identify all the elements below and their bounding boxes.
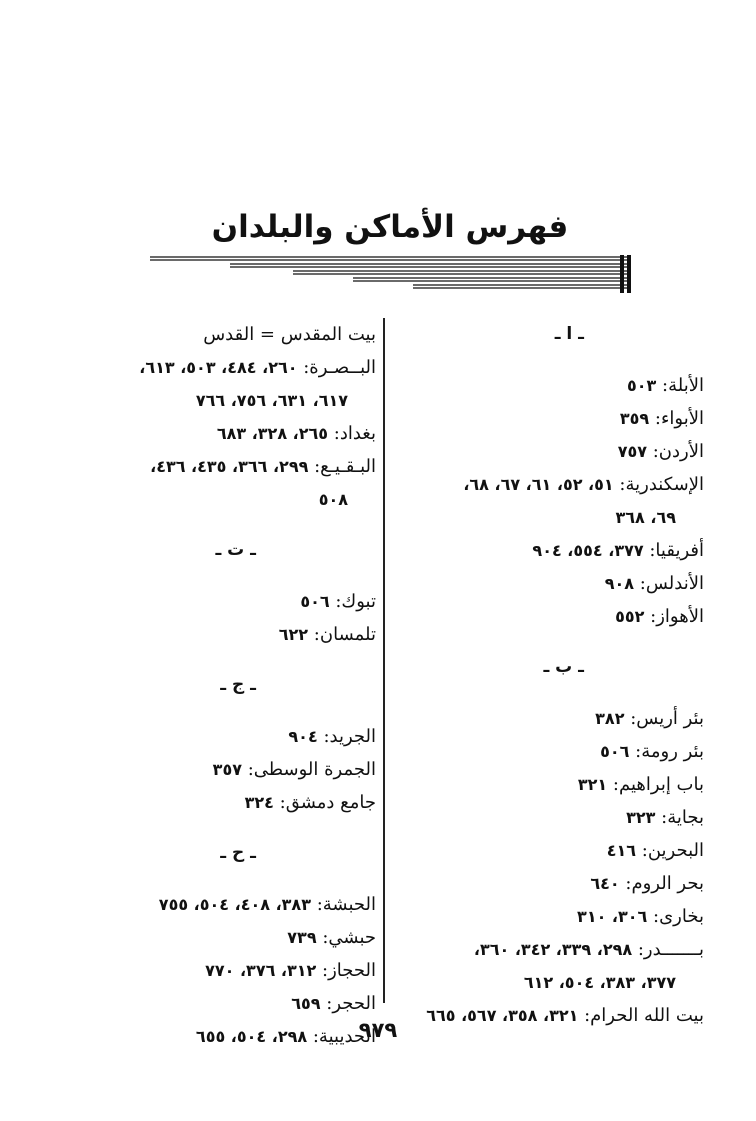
- section-letter-heading: ـ ح ـ: [220, 843, 256, 863]
- index-entry: [70, 618, 376, 651]
- page-references: ٩٠٨: [604, 574, 635, 593]
- index-entry: [392, 999, 704, 1032]
- page-references: ٧٣٩: [287, 928, 317, 947]
- page-references: ٣٨٢: [595, 709, 625, 728]
- index-entry: [70, 351, 376, 384]
- index-entry: [392, 435, 704, 468]
- section-spacer: [70, 870, 376, 888]
- place-name: الحبشة:: [316, 894, 376, 915]
- page-references: ٢٩٩، ٣٦٦، ٤٣٥، ٤٣٦،: [150, 457, 309, 476]
- index-entry: [70, 417, 376, 450]
- page-references: ٣٢٤: [244, 793, 274, 812]
- index-entry: [392, 402, 704, 435]
- page-number: ٩٧٩: [358, 1018, 398, 1042]
- place-name: باب إبراهيم:: [612, 774, 704, 795]
- page-references: ٣١٢، ٣٧٦، ٧٧٠: [205, 961, 317, 980]
- index-entry: [70, 318, 376, 351]
- column-divider: [383, 318, 385, 1003]
- page-references: ٣٨٣، ٤٠٨، ٥٠٤، ٧٥٥: [158, 895, 311, 914]
- place-name: الأهواز:: [650, 606, 704, 627]
- entry-continuation-pages: ٦١٧، ٦٣١، ٧٥٦، ٧٦٦: [195, 391, 348, 410]
- section-spacer: [392, 633, 704, 651]
- place-name: بئر أريس:: [630, 708, 704, 729]
- index-entry: [70, 585, 376, 618]
- page-references: ٥٠٦: [600, 742, 630, 761]
- index-entry: [392, 933, 704, 966]
- place-name: جامع دمشق:: [279, 792, 376, 813]
- title-ornament-rule: [148, 254, 634, 296]
- index-column-left: [70, 318, 376, 1053]
- index-entry: [392, 534, 704, 567]
- place-name: الأندلس:: [639, 573, 704, 594]
- place-name: الحجر:: [326, 993, 376, 1014]
- page-references: ٦٢٢: [278, 625, 309, 644]
- place-name: الأردن:: [652, 441, 704, 462]
- index-entry: [70, 450, 376, 483]
- page-references: ٢٩٨، ٥٠٤، ٦٥٥: [195, 1027, 308, 1046]
- section-spacer: [392, 351, 704, 369]
- page-references: ٣٢٣: [626, 808, 656, 827]
- index-entry: [392, 735, 704, 768]
- place-name: البــصـرة:: [303, 357, 376, 378]
- place-name: البحرين:: [641, 840, 704, 861]
- place-name: الأبواء:: [654, 408, 704, 429]
- index-entry: [392, 702, 704, 735]
- place-name: حبشي:: [322, 927, 376, 948]
- section-spacer: [70, 651, 376, 669]
- place-name: الجريد:: [323, 726, 376, 747]
- place-name: أفريقيا:: [649, 540, 704, 561]
- page-references: ٣٢١، ٣٥٨، ٥٦٧، ٦٦٥: [426, 1006, 579, 1025]
- page-title: فهرس الأماكن والبلدان: [211, 209, 569, 245]
- place-name: تلمسان:: [313, 624, 376, 645]
- page-references: ٥٥٢: [615, 607, 645, 626]
- page-references: ٥٠٣: [627, 376, 657, 395]
- page-references: ٣٥٧: [212, 760, 242, 779]
- place-name: الجمرة الوسطى:: [247, 759, 376, 780]
- place-name: الأبلة:: [662, 375, 704, 396]
- page-references: ٤١٦: [606, 841, 637, 860]
- index-column-right: [392, 318, 704, 1032]
- index-entry: [392, 834, 704, 867]
- index-entry: [392, 768, 704, 801]
- index-entry: [70, 987, 376, 1020]
- page-references: ٣٠٦، ٣١٠: [577, 907, 648, 926]
- place-name: بحر الروم:: [625, 873, 704, 894]
- index-entry: [70, 720, 376, 753]
- place-name: البـقـيـع:: [314, 456, 376, 477]
- section-spacer: [70, 567, 376, 585]
- index-entry: [70, 753, 376, 786]
- section-spacer: [392, 684, 704, 702]
- index-entry: [392, 369, 704, 402]
- index-entry: [70, 888, 376, 921]
- index-entry: [392, 801, 704, 834]
- place-name: الحجاز:: [322, 960, 376, 981]
- entry-continuation-pages: ٣٧٧، ٣٨٣، ٥٠٤، ٦١٢: [523, 973, 676, 992]
- place-name: الحديبية:: [312, 1026, 376, 1047]
- place-name: الإسكندرية:: [619, 474, 704, 495]
- index-entry: [70, 786, 376, 819]
- place-name: بغداد:: [333, 423, 376, 444]
- place-name: بيت الله الحرام:: [584, 1005, 704, 1026]
- section-spacer: [70, 819, 376, 837]
- entry-continuation-pages: ٥٠٨: [318, 490, 348, 509]
- section-letter-heading: ـ ب ـ: [543, 657, 584, 677]
- page-references: ٢٦٥، ٣٢٨، ٦٨٣: [216, 424, 329, 443]
- page-references: ٧٥٧: [617, 442, 647, 461]
- index-entry: [392, 867, 704, 900]
- page-references: ٩٠٤: [288, 727, 318, 746]
- page-references: ٣٧٧، ٥٥٤، ٩٠٤: [532, 541, 644, 560]
- page-references: ٣٢١: [577, 775, 608, 794]
- section-spacer: [70, 516, 376, 534]
- index-entry: [70, 954, 376, 987]
- section-letter-heading: ـ ا ـ: [554, 324, 584, 344]
- page-references: ٥٠٦: [300, 592, 330, 611]
- index-entry: [392, 567, 704, 600]
- section-letter-heading: ـ ت ـ: [215, 540, 256, 560]
- place-name: بجاية:: [661, 807, 704, 828]
- place-name: تبوك:: [335, 591, 376, 612]
- place-name: بيت المقدس = القدس: [203, 324, 376, 345]
- page-references: ٣٥٩: [619, 409, 650, 428]
- section-letter-heading: ـ ج ـ: [220, 675, 256, 695]
- entry-continuation-pages: ٦٩، ٣٦٨: [615, 508, 676, 527]
- page-references: ٢٦٠، ٤٨٤، ٥٠٣، ٦١٣،: [139, 358, 298, 377]
- page-references: ٦٥٩: [291, 994, 321, 1013]
- place-name: بخارى:: [653, 906, 704, 927]
- index-entry: [392, 468, 704, 501]
- index-entry: [392, 900, 704, 933]
- section-spacer: [70, 702, 376, 720]
- index-entry: [392, 600, 704, 633]
- index-entry: [70, 921, 376, 954]
- place-name: بئر رومة:: [635, 741, 704, 762]
- page-references: ٢٩٨، ٣٣٩، ٣٤٢، ٣٦٠،: [473, 940, 633, 959]
- page-references: ٥١، ٥٢، ٦١، ٦٧، ٦٨،: [463, 475, 614, 494]
- place-name: بـــــــدر:: [637, 939, 704, 960]
- page-references: ٦٤٠: [590, 874, 620, 893]
